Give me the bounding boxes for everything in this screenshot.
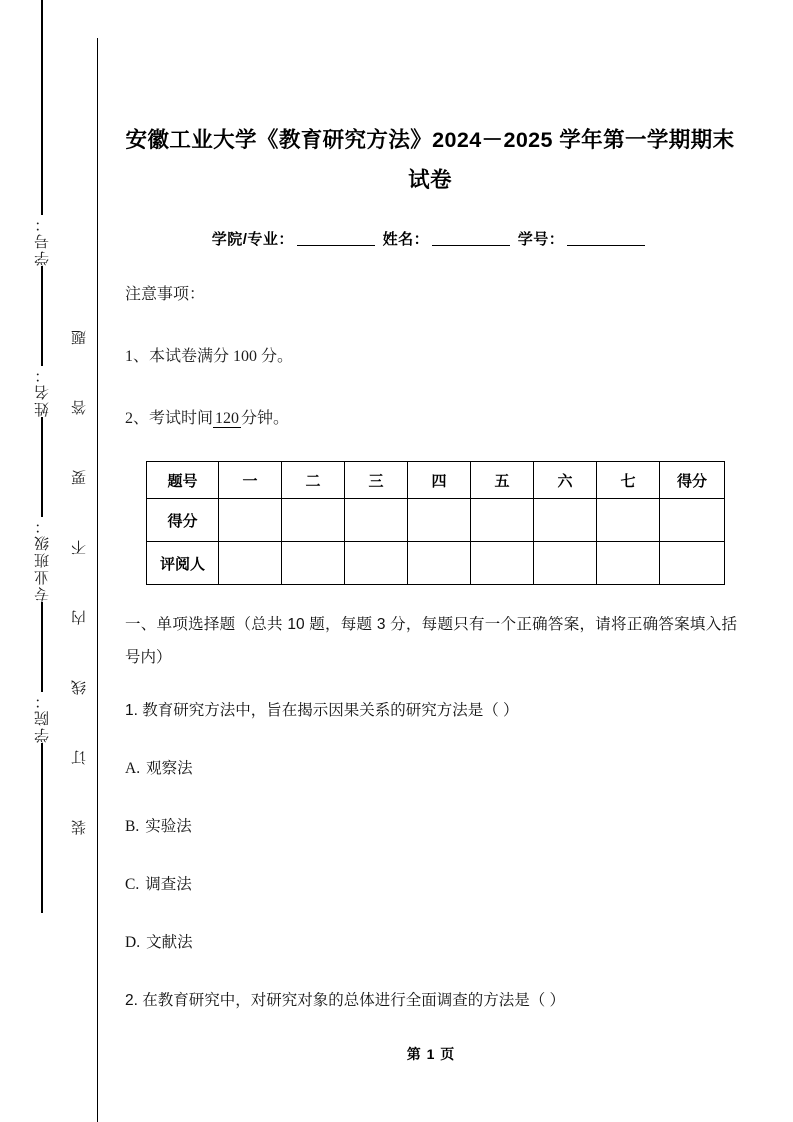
score-cell[interactable] [282, 499, 345, 542]
question-1-option-d[interactable] [125, 932, 737, 954]
section-heading-multiple-choice: 一、单项选择题（总共 10 题，每题 3 分，每题只有一个正确答案，请将正确答案填入括号内） [125, 616, 737, 666]
reviewer-cell[interactable] [345, 542, 408, 585]
binding-outer-column [22, 0, 62, 1122]
binding-mark-xian: 线 [71, 680, 88, 695]
notice-item-1: 1、本试卷满分 100 分。 [125, 348, 294, 365]
score-cell[interactable] [534, 499, 597, 542]
page-title: 安徽工业大学《教育研究方法》2024－2025 学年第一学期期末试卷 [125, 128, 735, 192]
binding-label-student-id: 学号： [34, 215, 51, 266]
score-table-header-q2: 二 [282, 462, 345, 499]
page-footer: 第 1 页 [406, 1046, 456, 1062]
binding-sidebar [0, 0, 100, 1122]
table-row [147, 542, 725, 585]
score-table-header-total: 得分 [660, 462, 725, 499]
student-id-label: 学号： [517, 231, 565, 248]
score-table-header-q1: 一 [219, 462, 282, 499]
binding-inner-vertical-rule [97, 38, 98, 1122]
name-label: 姓名： [382, 231, 430, 248]
exam-duration-value: 120 [215, 410, 240, 427]
binding-mark-ding: 订 [71, 750, 88, 765]
score-cell[interactable] [345, 499, 408, 542]
option-text: 文献法 [146, 934, 193, 951]
notice-2-suffix: 分钟。 [241, 410, 290, 427]
page-content [100, 0, 793, 1122]
binding-mark-zhuang: 装 [71, 820, 88, 835]
reviewer-cell[interactable] [219, 542, 282, 585]
score-table-header-q3: 三 [345, 462, 408, 499]
score-cell-total[interactable] [660, 499, 725, 542]
questions-list [125, 700, 737, 1048]
reviewer-cell-total[interactable] [660, 542, 725, 585]
score-table [146, 461, 725, 585]
reviewer-cell[interactable] [471, 542, 534, 585]
notice-2-prefix: 2、考试时间 [125, 410, 214, 427]
reviewer-cell[interactable] [282, 542, 345, 585]
binding-label-class: 专业班级： [34, 517, 51, 602]
college-major-label: 学院/专业： [211, 231, 294, 248]
reviewer-cell[interactable] [597, 542, 660, 585]
binding-label-name: 姓名： [34, 366, 51, 417]
table-row-header [147, 462, 725, 499]
score-table-header-q7: 七 [597, 462, 660, 499]
option-text: 实验法 [145, 818, 192, 835]
reviewer-row-label: 评阅人 [147, 542, 219, 585]
score-cell[interactable] [219, 499, 282, 542]
table-row [147, 499, 725, 542]
binding-inner-column [62, 0, 96, 1122]
option-text: 调查法 [145, 876, 192, 893]
score-table-header-label: 题号 [147, 462, 219, 499]
question-2-stem: 2. 在教育研究中，对研究对象的总体进行全面调查的方法是（ ） [125, 992, 566, 1009]
score-cell[interactable] [597, 499, 660, 542]
binding-rule-segment [41, 417, 42, 517]
reviewer-cell[interactable] [534, 542, 597, 585]
score-table-header-q6: 六 [534, 462, 597, 499]
binding-mark-yao: 要 [71, 470, 88, 485]
binding-mark-ti: 题 [71, 330, 88, 345]
reviewer-cell[interactable] [408, 542, 471, 585]
binding-mark-nei: 内 [71, 610, 88, 625]
notice-item-2 [125, 404, 737, 434]
notice-heading: 注意事项： [125, 286, 206, 303]
score-table-header-q5: 五 [471, 462, 534, 499]
option-letter: C. [125, 876, 140, 893]
question-1-option-b[interactable] [125, 816, 737, 838]
question-1-option-c[interactable] [125, 874, 737, 896]
option-text: 观察法 [146, 760, 193, 777]
option-letter: D. [125, 934, 141, 951]
option-letter: B. [125, 818, 140, 835]
student-id-blank[interactable] [567, 245, 645, 246]
score-cell[interactable] [408, 499, 471, 542]
binding-rule-segment [41, 0, 42, 215]
name-blank[interactable] [432, 245, 510, 246]
score-cell[interactable] [471, 499, 534, 542]
question-1-option-a[interactable] [125, 758, 737, 780]
binding-mark-bu: 不 [71, 540, 88, 555]
question-1-stem: 1. 教育研究方法中，旨在揭示因果关系的研究方法是（ ） [125, 702, 519, 719]
binding-label-college: 学院： [34, 692, 51, 743]
student-info-line [125, 228, 735, 249]
score-row-label: 得分 [147, 499, 219, 542]
option-letter: A. [125, 760, 141, 777]
binding-rule-segment [41, 266, 42, 366]
binding-mark-da: 答 [71, 400, 88, 415]
college-major-blank[interactable] [297, 245, 375, 246]
score-table-header-q4: 四 [408, 462, 471, 499]
binding-rule-segment [41, 743, 42, 913]
binding-rule-segment [41, 602, 42, 692]
